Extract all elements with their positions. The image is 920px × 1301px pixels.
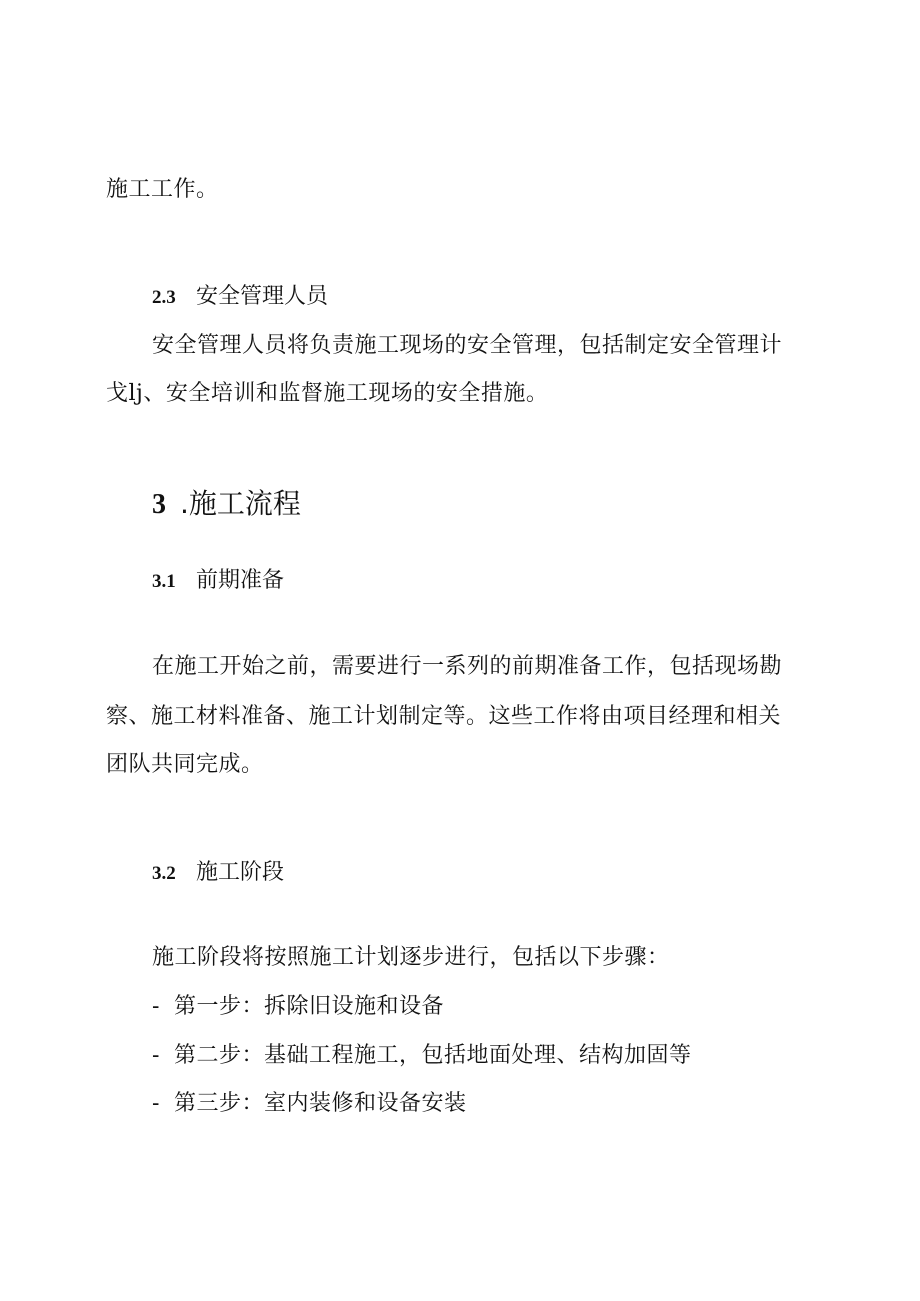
section-3-1-paragraph-line-1: 在施工开始之前，需要进行一系列的前期准备工作，包括现场勘 <box>152 654 783 679</box>
list-item <box>152 992 444 1022</box>
step-text: 第三步：室内装修和设备安装 <box>174 1091 467 1116</box>
section-2-3-number: 2.3 <box>152 287 176 308</box>
section-2-3-heading <box>152 282 328 313</box>
bullet-dash: - <box>152 1091 160 1116</box>
bullet-dash: - <box>152 994 160 1019</box>
section-3-1-paragraph-line-3: 团队共同完成。 <box>106 752 264 777</box>
list-item <box>152 1089 467 1119</box>
section-2-3-title: 安全管理人员 <box>196 284 329 309</box>
section-3-2-heading <box>152 858 284 889</box>
section-3-heading <box>152 486 301 523</box>
section-3-2-number: 3.2 <box>152 863 176 884</box>
step-text: 第二步：基础工程施工，包括地面处理、结构加固等 <box>174 1043 692 1068</box>
section-3-title: .施工流程 <box>180 487 301 520</box>
section-2-3-paragraph-line-1: 安全管理人员将负责施工现场的安全管理，包括制定安全管理计 <box>152 333 783 358</box>
section-3-1-number: 3.1 <box>152 571 176 592</box>
step-text: 第一步：拆除旧设施和设备 <box>174 994 445 1019</box>
list-item <box>152 1041 692 1071</box>
section-3-1-heading <box>152 566 284 597</box>
continuation-text: 施工工作。 <box>106 177 219 202</box>
section-3-2-title: 施工阶段 <box>196 860 285 885</box>
section-3-number: 3 <box>152 489 166 520</box>
section-2-3-paragraph-line-2: 戈lj、安全培训和监督施工现场的安全措施。 <box>106 381 549 406</box>
section-3-2-intro: 施工阶段将按照施工计划逐步进行，包括以下步骤： <box>152 945 670 970</box>
bullet-dash: - <box>152 1043 160 1068</box>
section-3-1-paragraph-line-2: 察、施工材料准备、施工计划制定等。这些工作将由项目经理和相关 <box>106 704 782 729</box>
section-3-1-title: 前期准备 <box>196 568 285 593</box>
